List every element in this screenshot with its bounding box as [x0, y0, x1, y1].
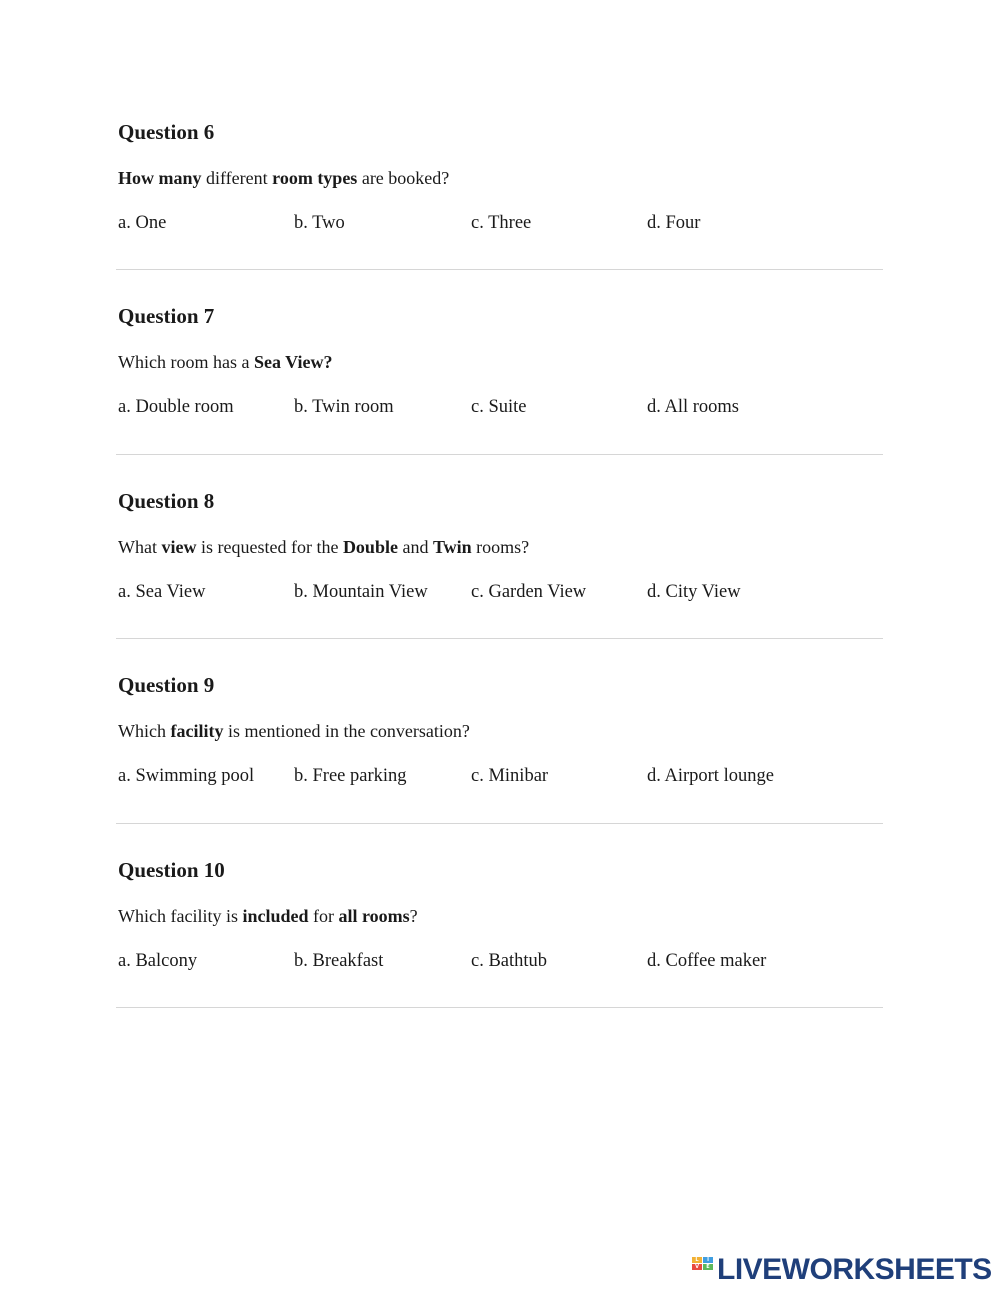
logo-icon	[692, 1257, 713, 1284]
question-text	[118, 351, 884, 373]
question-text-fragment: different	[201, 168, 273, 188]
option-a[interactable]: a. Sea View	[118, 582, 206, 602]
question-text-fragment: Which room has a	[118, 352, 254, 372]
option-a[interactable]: a. Double room	[118, 397, 234, 417]
question-title: Question 7	[118, 304, 215, 328]
option-d[interactable]: d. All rooms	[647, 397, 739, 417]
question-text-fragment: is mentioned in the conversation?	[223, 721, 470, 741]
divider	[116, 638, 883, 639]
divider	[116, 269, 883, 270]
option-a[interactable]: a. Balcony	[118, 951, 198, 971]
divider	[116, 454, 883, 455]
question-text	[118, 167, 884, 189]
divider	[116, 823, 883, 824]
emphasis-text: Sea View?	[253, 352, 333, 372]
emphasis-text: Twin	[432, 537, 472, 557]
answer-options	[118, 950, 884, 972]
option-d[interactable]: d. Airport lounge	[647, 766, 774, 786]
option-c[interactable]: c. Minibar	[471, 766, 549, 786]
logo-tile: L	[692, 1257, 702, 1263]
logo-tile: I	[703, 1257, 713, 1263]
question-title: Question 9	[118, 673, 215, 697]
question-text	[118, 536, 884, 558]
emphasis-text: room types	[272, 168, 358, 188]
option-d[interactable]: d. Coffee maker	[647, 951, 767, 971]
answer-options	[118, 765, 884, 787]
question-title: Question 10	[118, 858, 225, 882]
emphasis-text: all rooms	[338, 906, 410, 926]
answer-options	[118, 581, 884, 603]
question-text-fragment: ?	[409, 906, 418, 926]
emphasis-text: included	[242, 906, 309, 926]
question-10	[118, 858, 884, 972]
option-b[interactable]: b. Free parking	[294, 766, 407, 786]
option-b[interactable]: b. Two	[294, 213, 345, 233]
question-text-fragment: and	[397, 537, 433, 557]
emphasis-text: Double	[342, 537, 398, 557]
question-text-fragment: What	[118, 537, 162, 557]
logo-tile: E	[703, 1264, 713, 1270]
logo-tile: V	[692, 1264, 702, 1270]
question-title: Question 8	[118, 489, 215, 513]
option-a[interactable]: a. One	[118, 213, 167, 233]
question-text-fragment: is requested for the	[196, 537, 343, 557]
question-8	[118, 489, 884, 603]
emphasis-text: facility	[170, 721, 224, 741]
option-c[interactable]: c. Three	[471, 213, 532, 233]
question-title: Question 6	[118, 120, 215, 144]
question-text-fragment: Which	[118, 721, 171, 741]
answer-options	[118, 396, 884, 418]
option-b[interactable]: b. Mountain View	[294, 582, 428, 602]
option-d[interactable]: d. Four	[647, 213, 701, 233]
emphasis-text: view	[161, 537, 197, 557]
question-6	[118, 120, 884, 234]
option-c[interactable]: c. Suite	[471, 397, 527, 417]
divider	[116, 1007, 883, 1008]
question-text-fragment: are booked?	[357, 168, 450, 188]
option-d[interactable]: d. City View	[647, 582, 741, 602]
question-text-fragment: rooms?	[471, 537, 530, 557]
option-c[interactable]: c. Bathtub	[471, 951, 548, 971]
question-text	[118, 720, 884, 742]
question-7	[118, 304, 884, 418]
answer-options	[118, 212, 884, 234]
liveworksheets-logo[interactable]	[692, 1253, 992, 1286]
question-text-fragment: for	[308, 906, 339, 926]
option-c[interactable]: c. Garden View	[471, 582, 587, 602]
question-text	[118, 905, 884, 927]
option-b[interactable]: b. Twin room	[294, 397, 394, 417]
option-a[interactable]: a. Swimming pool	[118, 766, 255, 786]
emphasis-text: How many	[118, 168, 202, 188]
question-9	[118, 673, 884, 787]
question-text-fragment: Which facility is	[118, 906, 243, 926]
option-b[interactable]: b. Breakfast	[294, 951, 384, 971]
logo-text: LIVEWORKSHEETS	[717, 1253, 992, 1286]
